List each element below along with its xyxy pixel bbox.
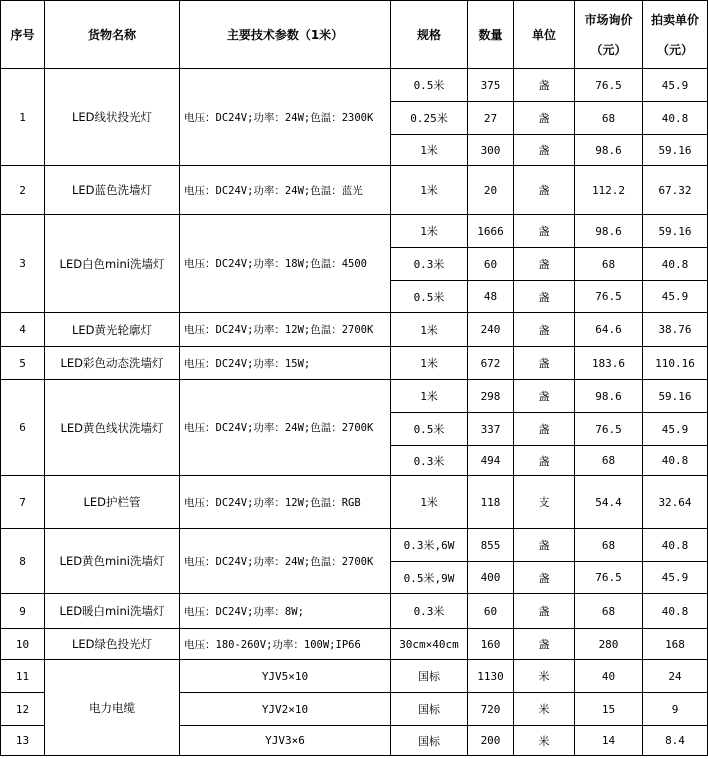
cell-auction-price: 45.9	[643, 562, 708, 594]
cell-qty: 27	[468, 102, 514, 135]
cell-unit: 盏	[514, 215, 575, 248]
cell-unit: 盏	[514, 248, 575, 281]
cell-qty: 20	[468, 166, 514, 215]
cell-market-price: 76.5	[575, 413, 643, 446]
cell-spec: 1米	[391, 166, 468, 215]
table-row	[1, 594, 708, 629]
cell-market-price: 68	[575, 594, 643, 629]
cell-name: LED绿色投光灯	[45, 629, 180, 660]
cell-spec: 0.5米,9W	[391, 562, 468, 594]
cell-auction-price: 45.9	[643, 413, 708, 446]
cell-auction-price: 59.16	[643, 215, 708, 248]
cell-auction-price: 38.76	[643, 313, 708, 347]
table-row	[1, 347, 708, 380]
cell-market-price: 54.4	[575, 476, 643, 529]
table-row	[1, 313, 708, 347]
cell-qty: 60	[468, 248, 514, 281]
cell-params: YJV3×6	[180, 726, 391, 756]
cell-market-price: 40	[575, 660, 643, 693]
header-auction-price	[643, 1, 708, 69]
cell-market-price: 98.6	[575, 380, 643, 413]
cell-unit: 盏	[514, 629, 575, 660]
header-spec: 规格	[391, 1, 468, 69]
cell-unit: 盏	[514, 102, 575, 135]
table-row	[1, 380, 708, 413]
cell-unit: 盏	[514, 529, 575, 562]
header-params: 主要技术参数（1米）	[180, 1, 391, 69]
table-row	[1, 660, 708, 693]
cell-unit: 盏	[514, 380, 575, 413]
cell-spec: 1米	[391, 347, 468, 380]
cell-params: 电压：DC24V;功率：18W;色温：4500	[180, 215, 391, 313]
cell-name: LED护栏管	[45, 476, 180, 529]
cell-spec: 0.3米	[391, 594, 468, 629]
table-row	[1, 69, 708, 102]
cell-market-price: 68	[575, 529, 643, 562]
cell-market-price: 68	[575, 248, 643, 281]
cell-qty: 494	[468, 446, 514, 476]
cell-name: LED暖白mini洗墙灯	[45, 594, 180, 629]
cell-name: LED黄光轮廓灯	[45, 313, 180, 347]
cell-market-price: 76.5	[575, 562, 643, 594]
cell-spec: 0.3米	[391, 446, 468, 476]
header-market-price	[575, 1, 643, 69]
header-auction-price-line2: （元）	[656, 42, 693, 57]
cell-qty: 400	[468, 562, 514, 594]
cell-index: 6	[1, 380, 45, 476]
cell-index: 4	[1, 313, 45, 347]
cell-qty: 118	[468, 476, 514, 529]
cell-spec: 1米	[391, 380, 468, 413]
cell-name: LED彩色动态洗墙灯	[45, 347, 180, 380]
cell-auction-price: 24	[643, 660, 708, 693]
cell-unit: 米	[514, 693, 575, 726]
cell-spec: 国标	[391, 660, 468, 693]
cell-name: LED线状投光灯	[45, 69, 180, 166]
cell-market-price: 112.2	[575, 166, 643, 215]
cell-unit: 盏	[514, 446, 575, 476]
cell-spec: 0.5米	[391, 281, 468, 313]
cell-params: YJV2×10	[180, 693, 391, 726]
cell-qty: 298	[468, 380, 514, 413]
table-row	[1, 215, 708, 248]
cell-spec: 1米	[391, 476, 468, 529]
cell-auction-price: 110.16	[643, 347, 708, 380]
cell-market-price: 15	[575, 693, 643, 726]
table-row	[1, 166, 708, 215]
header-market-price-line1: 市场询价	[584, 12, 633, 27]
cell-index: 9	[1, 594, 45, 629]
cell-index: 1	[1, 69, 45, 166]
cell-auction-price: 8.4	[643, 726, 708, 756]
header-unit: 单位	[514, 1, 575, 69]
header-qty: 数量	[468, 1, 514, 69]
cell-params: 电压：DC24V;功率：8W;	[180, 594, 391, 629]
table-row	[1, 529, 708, 562]
cell-spec: 国标	[391, 726, 468, 756]
cell-index: 13	[1, 726, 45, 756]
cell-auction-price: 32.64	[643, 476, 708, 529]
cell-unit: 盏	[514, 281, 575, 313]
cell-name: 电力电缆	[45, 660, 180, 756]
cell-auction-price: 67.32	[643, 166, 708, 215]
cell-market-price: 76.5	[575, 69, 643, 102]
cell-spec: 0.5米	[391, 413, 468, 446]
cell-auction-price: 168	[643, 629, 708, 660]
cell-spec: 0.3米	[391, 248, 468, 281]
cell-qty: 1130	[468, 660, 514, 693]
cell-index: 10	[1, 629, 45, 660]
cell-spec: 30cm×40cm	[391, 629, 468, 660]
cell-market-price: 98.6	[575, 215, 643, 248]
cell-spec: 1米	[391, 313, 468, 347]
cell-auction-price: 40.8	[643, 594, 708, 629]
cell-params: 电压：DC24V;功率：24W;色温：2700K	[180, 380, 391, 476]
cell-market-price: 280	[575, 629, 643, 660]
cell-unit: 盏	[514, 69, 575, 102]
cell-auction-price: 45.9	[643, 281, 708, 313]
cell-qty: 1666	[468, 215, 514, 248]
cell-params: 电压：DC24V;功率：24W;色温：蓝光	[180, 166, 391, 215]
header-index: 序号	[1, 1, 45, 69]
cell-qty: 855	[468, 529, 514, 562]
cell-auction-price: 45.9	[643, 69, 708, 102]
cell-index: 11	[1, 660, 45, 693]
cell-name: LED黄色mini洗墙灯	[45, 529, 180, 594]
cell-qty: 60	[468, 594, 514, 629]
cell-auction-price: 40.8	[643, 529, 708, 562]
table-body	[1, 69, 708, 756]
cell-spec: 0.3米,6W	[391, 529, 468, 562]
cell-params: 电压：DC24V;功率：24W;色温：2300K	[180, 69, 391, 166]
cell-spec: 0.5米	[391, 69, 468, 102]
header-row	[1, 1, 708, 69]
cell-market-price: 68	[575, 446, 643, 476]
cell-market-price: 14	[575, 726, 643, 756]
cell-market-price: 68	[575, 102, 643, 135]
cell-unit: 米	[514, 660, 575, 693]
cell-index: 8	[1, 529, 45, 594]
cell-name: LED蓝色洗墙灯	[45, 166, 180, 215]
cell-qty: 375	[468, 69, 514, 102]
cell-auction-price: 40.8	[643, 248, 708, 281]
cell-qty: 240	[468, 313, 514, 347]
cell-auction-price: 59.16	[643, 135, 708, 166]
cell-params: 电压：DC24V;功率：12W;色温：2700K	[180, 313, 391, 347]
cell-auction-price: 9	[643, 693, 708, 726]
cell-market-price: 64.6	[575, 313, 643, 347]
cell-market-price: 98.6	[575, 135, 643, 166]
cell-qty: 720	[468, 693, 514, 726]
cell-qty: 337	[468, 413, 514, 446]
cell-index: 5	[1, 347, 45, 380]
table-row	[1, 476, 708, 529]
cell-index: 3	[1, 215, 45, 313]
cell-spec: 国标	[391, 693, 468, 726]
cell-name: LED黄色线状洗墙灯	[45, 380, 180, 476]
cell-params: 电压：DC24V;功率：24W;色温：2700K	[180, 529, 391, 594]
cell-unit: 盏	[514, 313, 575, 347]
cell-qty: 200	[468, 726, 514, 756]
cell-unit: 盏	[514, 562, 575, 594]
header-auction-price-line1: 拍卖单价	[650, 12, 699, 27]
cell-market-price: 183.6	[575, 347, 643, 380]
cell-unit: 盏	[514, 347, 575, 380]
cell-auction-price: 40.8	[643, 446, 708, 476]
cell-index: 2	[1, 166, 45, 215]
cell-auction-price: 40.8	[643, 102, 708, 135]
cell-unit: 支	[514, 476, 575, 529]
cell-name: LED白色mini洗墙灯	[45, 215, 180, 313]
cell-params: YJV5×10	[180, 660, 391, 693]
cell-index: 7	[1, 476, 45, 529]
cell-unit: 盏	[514, 135, 575, 166]
header-market-price-line2: （元）	[590, 42, 627, 57]
cell-qty: 160	[468, 629, 514, 660]
cell-qty: 48	[468, 281, 514, 313]
cell-market-price: 76.5	[575, 281, 643, 313]
cell-index: 12	[1, 693, 45, 726]
cell-spec: 1米	[391, 215, 468, 248]
cell-unit: 米	[514, 726, 575, 756]
cell-qty: 672	[468, 347, 514, 380]
cell-params: 电压：180-260V;功率：100W;IP66	[180, 629, 391, 660]
cell-spec: 0.25米	[391, 102, 468, 135]
cell-spec: 1米	[391, 135, 468, 166]
cell-unit: 盏	[514, 166, 575, 215]
cell-params: 电压：DC24V;功率：15W;	[180, 347, 391, 380]
cell-params: 电压：DC24V;功率：12W;色温：RGB	[180, 476, 391, 529]
cell-unit: 盏	[514, 413, 575, 446]
table-row	[1, 629, 708, 660]
cell-qty: 300	[468, 135, 514, 166]
header-name: 货物名称	[45, 1, 180, 69]
cell-unit: 盏	[514, 594, 575, 629]
cell-auction-price: 59.16	[643, 380, 708, 413]
